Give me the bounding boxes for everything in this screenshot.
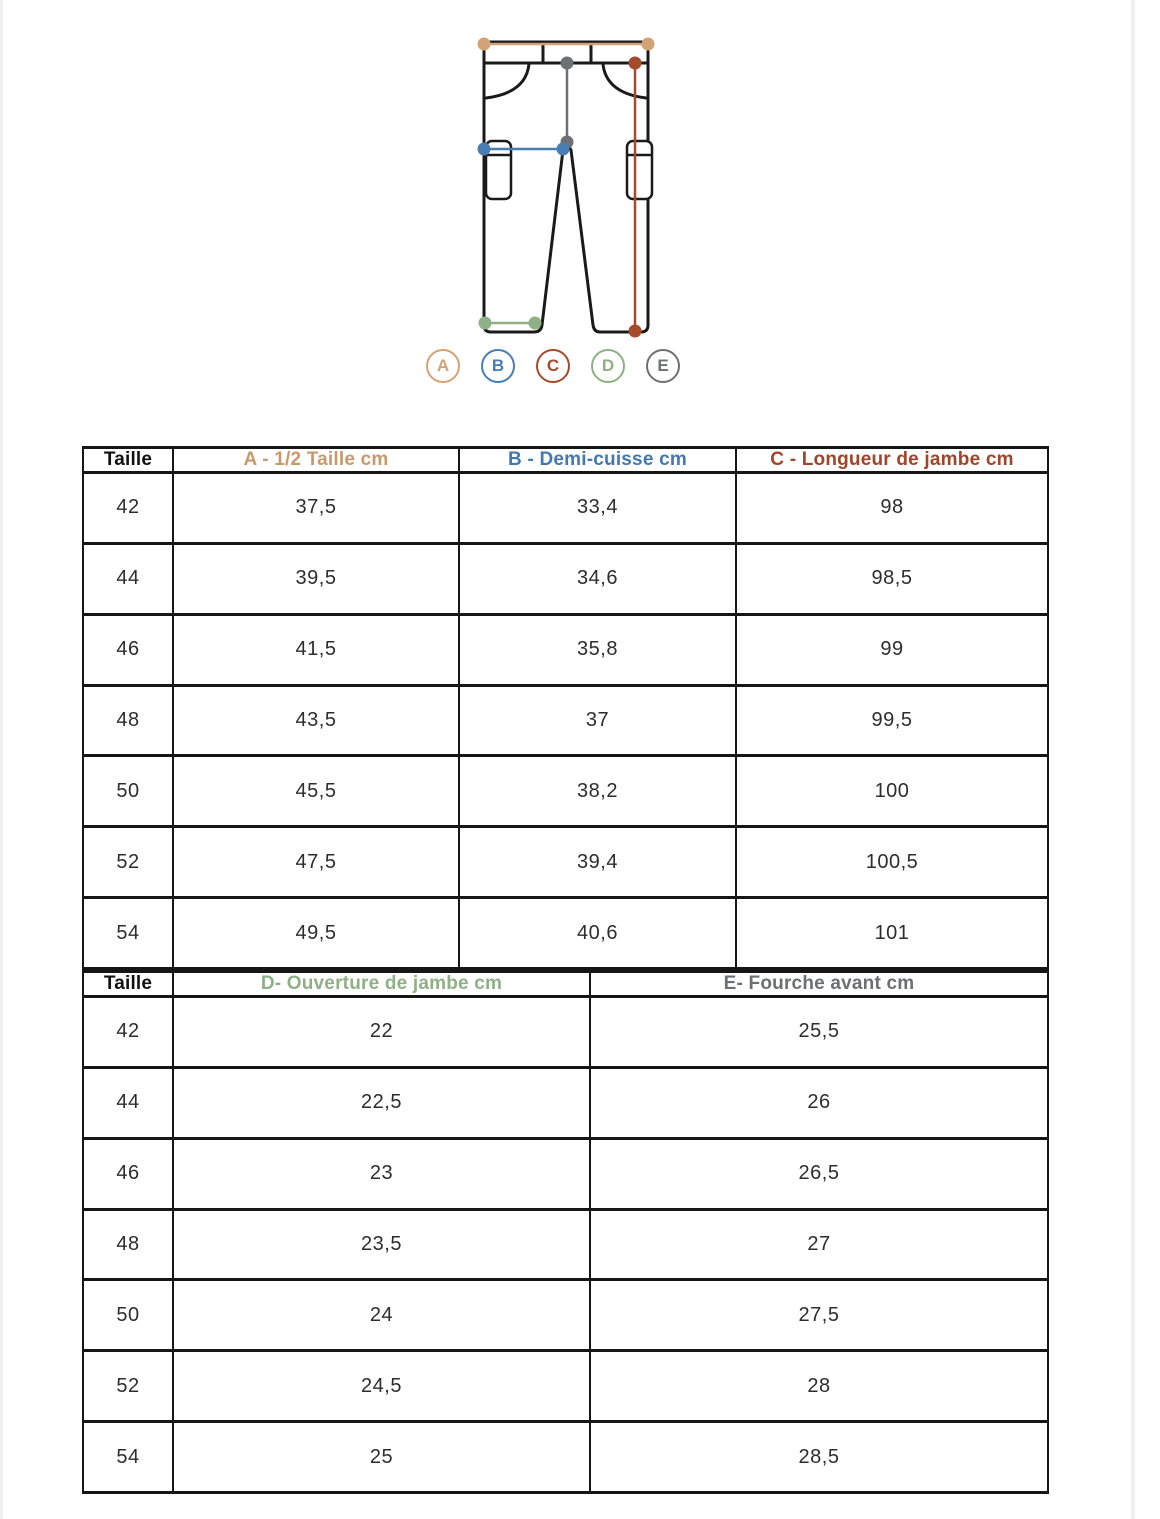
value-cell: 28: [590, 1351, 1048, 1422]
table-row: [83, 614, 1048, 685]
size-cell: 54: [83, 898, 173, 969]
pants-illustration: [420, 25, 700, 345]
legend-item-d: D: [591, 349, 625, 383]
value-cell: 99,5: [736, 685, 1048, 756]
measure-legend: [426, 349, 680, 383]
value-cell: 99: [736, 614, 1048, 685]
table-row: [83, 1351, 1048, 1422]
size-table-de: [82, 970, 1049, 1494]
table-row: [83, 997, 1048, 1068]
value-cell: 23,5: [173, 1209, 590, 1280]
table-row: [83, 543, 1048, 614]
value-cell: 47,5: [173, 827, 459, 898]
measure-line-A: [478, 38, 655, 51]
page-edge-left: [0, 0, 3, 1519]
value-cell: 26,5: [590, 1138, 1048, 1209]
size-cell: 52: [83, 1351, 173, 1422]
size-cell: 54: [83, 1422, 173, 1493]
table-row: [83, 1209, 1048, 1280]
legend-item-a: A: [426, 349, 460, 383]
value-cell: 35,8: [459, 614, 736, 685]
measure-line-E: [561, 57, 574, 149]
table-row: [83, 1280, 1048, 1351]
header-row: [83, 972, 1048, 997]
value-cell: 43,5: [173, 685, 459, 756]
value-cell: 37,5: [173, 473, 459, 544]
table-row: [83, 1067, 1048, 1138]
column-header-c: C - Longueur de jambe cm: [736, 448, 1048, 473]
legend-item-b: B: [481, 349, 515, 383]
value-cell: 22: [173, 997, 590, 1068]
value-cell: 101: [736, 898, 1048, 969]
table-row: [83, 1138, 1048, 1209]
value-cell: 41,5: [173, 614, 459, 685]
legend-item-e: E: [646, 349, 680, 383]
header-row: [83, 448, 1048, 473]
size-cell: 42: [83, 473, 173, 544]
column-header-a: A - 1/2 Taille cm: [173, 448, 459, 473]
value-cell: 27: [590, 1209, 1048, 1280]
value-cell: 40,6: [459, 898, 736, 969]
value-cell: 22,5: [173, 1067, 590, 1138]
value-cell: 37: [459, 685, 736, 756]
value-cell: 24,5: [173, 1351, 590, 1422]
front-pocket-left: [486, 64, 529, 98]
value-cell: 49,5: [173, 898, 459, 969]
size-cell: 50: [83, 1280, 173, 1351]
table-row: [83, 898, 1048, 969]
value-cell: 100,5: [736, 827, 1048, 898]
size-cell: 46: [83, 1138, 173, 1209]
size-cell: 48: [83, 685, 173, 756]
value-cell: 33,4: [459, 473, 736, 544]
page-edge-right: [1131, 0, 1135, 1519]
table-row: [83, 473, 1048, 544]
value-cell: 23: [173, 1138, 590, 1209]
size-cell: 44: [83, 1067, 173, 1138]
column-header-d: D- Ouverture de jambe cm: [173, 972, 590, 997]
front-pocket-right: [603, 64, 646, 98]
column-header-b: B - Demi-cuisse cm: [459, 448, 736, 473]
table-row: [83, 1422, 1048, 1493]
size-cell: 48: [83, 1209, 173, 1280]
value-cell: 24: [173, 1280, 590, 1351]
size-table-abc: [82, 446, 1049, 970]
value-cell: 27,5: [590, 1280, 1048, 1351]
value-cell: 45,5: [173, 756, 459, 827]
value-cell: 98: [736, 473, 1048, 544]
value-cell: 100: [736, 756, 1048, 827]
measure-line-D: [479, 317, 542, 330]
table-row: [83, 685, 1048, 756]
column-header-taille: Taille: [83, 448, 173, 473]
value-cell: 39,5: [173, 543, 459, 614]
size-cell: 46: [83, 614, 173, 685]
table-row: [83, 827, 1048, 898]
value-cell: 39,4: [459, 827, 736, 898]
size-cell: 42: [83, 997, 173, 1068]
size-cell: 50: [83, 756, 173, 827]
value-cell: 34,6: [459, 543, 736, 614]
value-cell: 25,5: [590, 997, 1048, 1068]
pants-measurement-diagram: [420, 25, 700, 345]
size-cell: 44: [83, 543, 173, 614]
table-row: [83, 756, 1048, 827]
column-header-e: E- Fourche avant cm: [590, 972, 1048, 997]
value-cell: 25: [173, 1422, 590, 1493]
value-cell: 98,5: [736, 543, 1048, 614]
column-header-taille: Taille: [83, 972, 173, 997]
value-cell: 26: [590, 1067, 1048, 1138]
legend-item-c: C: [536, 349, 570, 383]
value-cell: 28,5: [590, 1422, 1048, 1493]
value-cell: 38,2: [459, 756, 736, 827]
size-cell: 52: [83, 827, 173, 898]
